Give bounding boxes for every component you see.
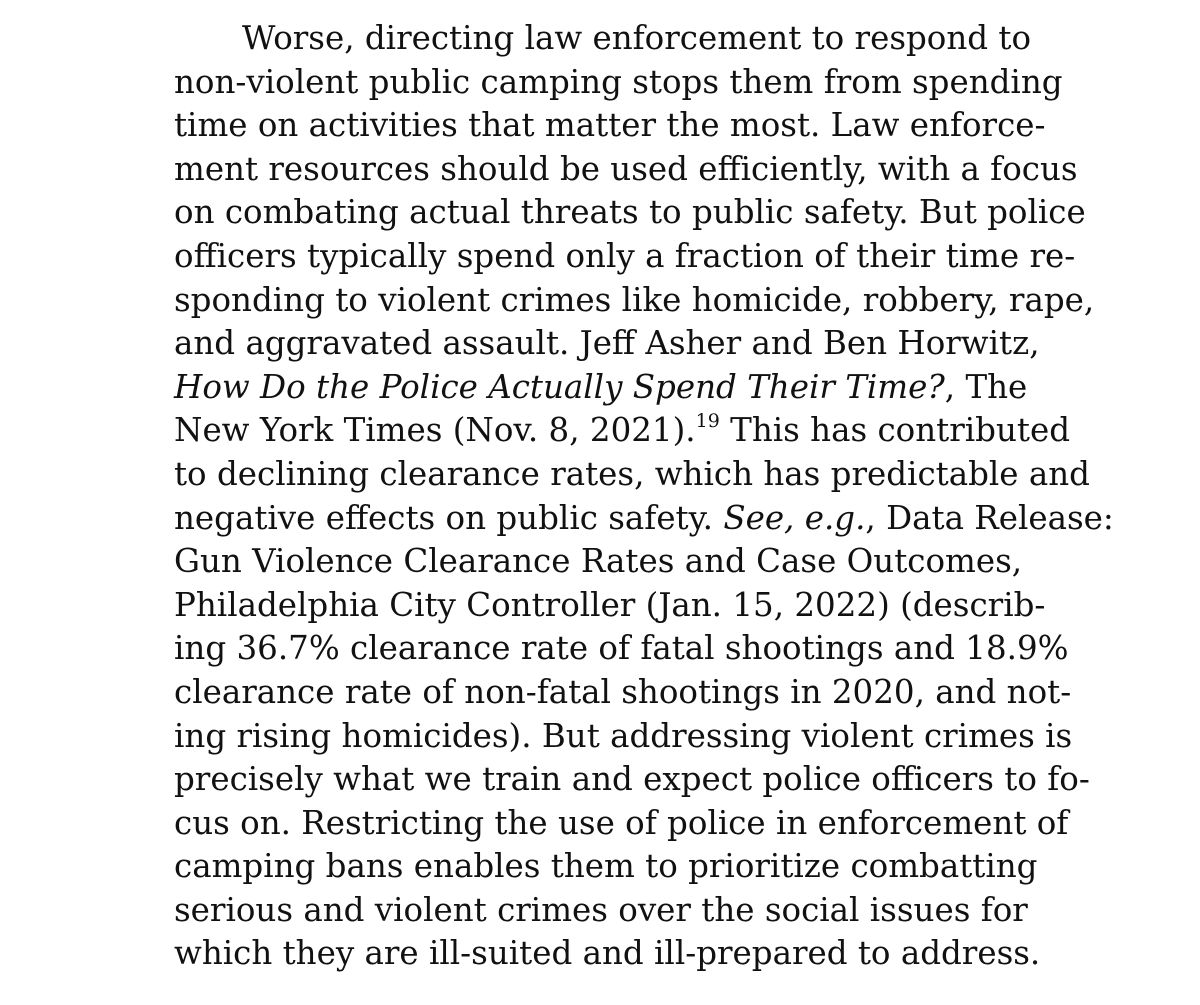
- paragraph-line: to declining clearance rates, which has predictable and: [174, 454, 1090, 493]
- paragraph-line: [174, 409, 1070, 453]
- paragraph-line: on combating actual threats to public safety. But police: [174, 193, 1086, 232]
- paragraph-line: ing 36.7% clearance rate of fatal shootings and 18.9%: [174, 629, 1069, 668]
- paragraph-line: Worse, directing law enforcement to respond to: [242, 19, 1032, 57]
- paragraph-line: ment resources should be used efficiently, with a focus: [174, 149, 1078, 188]
- paragraph-line: which they are ill-suited and ill-prepared to address.: [174, 934, 1041, 973]
- paragraph-line: sponding to violent crimes like homicide, robbery, rape,: [174, 280, 1095, 319]
- paragraph-line: [174, 366, 1028, 410]
- citation-publisher: , The: [944, 367, 1028, 406]
- paragraph-line-text: This has contributed: [719, 411, 1070, 450]
- paragraph-line: precisely what we train and expect police officers to fo-: [174, 760, 1090, 799]
- citation-source: , Data Release:: [865, 498, 1114, 537]
- paragraph-line: camping bans enables them to prioritize combatting: [174, 847, 1038, 886]
- paragraph-line: Philadelphia City Controller (Jan. 15, 2022) (describ-: [174, 585, 1046, 624]
- paragraph-line: officers typically spend only a fraction of their time re-: [174, 236, 1076, 275]
- paragraph-line: ing rising homicides). But addressing violent crimes is: [174, 716, 1073, 755]
- paragraph-line: [174, 497, 1114, 541]
- citation-source: New York Times (Nov. 8, 2021).: [174, 411, 696, 450]
- paragraph-line: clearance rate of non-fatal shootings in 2020, and not-: [174, 672, 1072, 711]
- paragraph-line: Gun Violence Clearance Rates and Case Outcomes,: [174, 542, 1023, 581]
- signal-phrase: See, e.g.: [723, 498, 866, 537]
- citation-title: How Do the Police Actually Spend Their Time?: [174, 367, 945, 406]
- paragraph-line: cus on. Restricting the use of police in enforcement of: [174, 803, 1069, 842]
- paragraph-line: non-violent public camping stops them from spending: [174, 62, 1063, 101]
- paragraph-line: serious and violent crimes over the social issues for: [174, 890, 1028, 929]
- paragraph-line-text: negative effects on public safety.: [174, 498, 724, 537]
- body-paragraph: [174, 17, 1114, 976]
- footnote-marker: 19: [695, 410, 720, 433]
- paragraph-line: and aggravated assault. Jeff Asher and Ben Horwitz,: [174, 324, 1040, 363]
- paragraph-line: time on activities that matter the most. Law enforce-: [174, 106, 1046, 145]
